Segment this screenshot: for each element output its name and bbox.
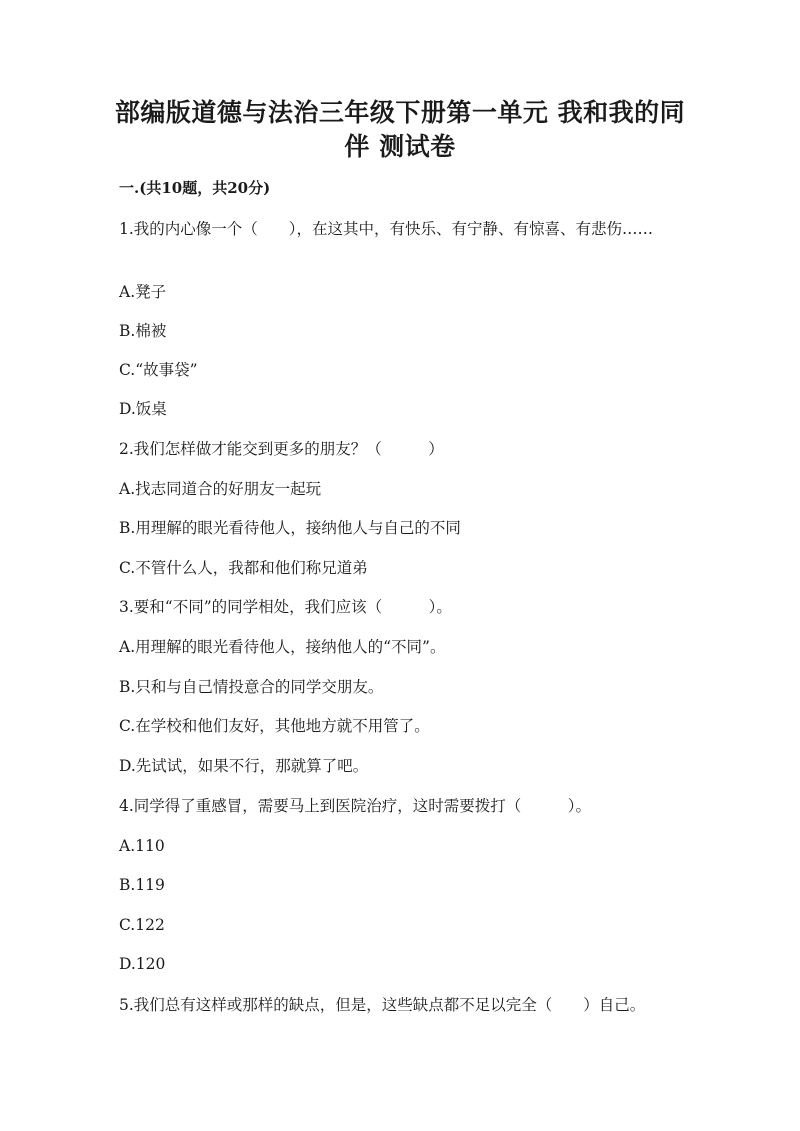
question-3-stem: 3.要和“不同”的同学相处，我们应该（ ）。	[119, 598, 452, 616]
question-3-option-d: D.先试试，如果不行，那就算了吧。	[119, 757, 369, 775]
question-1-option-c: C.“故事袋”	[119, 361, 198, 379]
question-1-option-a: A.凳子	[119, 283, 167, 301]
question-3-option-a: A.用理解的眼光看待他人，接纳他人的“不同”。	[119, 638, 446, 656]
question-3-option-c: C.在学校和他们友好，其他地方就不用管了。	[119, 717, 430, 735]
question-4-option-a: A.110	[119, 837, 165, 855]
section-header: 一.(共10题，共20分)	[119, 179, 271, 197]
question-1-option-b: B.棉被	[119, 322, 167, 340]
question-2-option-a: A.找志同道合的好朋友一起玩	[119, 480, 322, 498]
document-title: 部编版道德与法治三年级下册第一单元 我和我的同伴 测试卷	[114, 98, 686, 161]
question-2-option-b: B.用理解的眼光看待他人，接纳他人与自己的不同	[119, 519, 461, 537]
question-3-option-b: B.只和与自己情投意合的同学交朋友。	[119, 678, 384, 696]
question-5-stem: 5.我们总有这样或那样的缺点，但是，这些缺点都不足以完全（ ）自己。	[119, 996, 646, 1014]
question-2-option-c: C.不管什么人，我都和他们称兄道弟	[119, 559, 368, 577]
question-4-option-d: D.120	[119, 955, 166, 973]
question-4-option-c: C.122	[119, 916, 165, 934]
question-4-option-b: B.119	[119, 876, 165, 894]
question-1-stem: 1.我的内心像一个（ ），在这其中，有快乐、有宁静、有惊喜、有悲伤……	[119, 220, 654, 238]
question-4-stem: 4.同学得了重感冒，需要马上到医院治疗，这时需要拨打（ ）。	[119, 797, 592, 815]
question-2-stem: 2.我们怎样做才能交到更多的朋友？（ ）	[119, 440, 444, 458]
question-1-option-d: D.饭桌	[119, 400, 167, 418]
